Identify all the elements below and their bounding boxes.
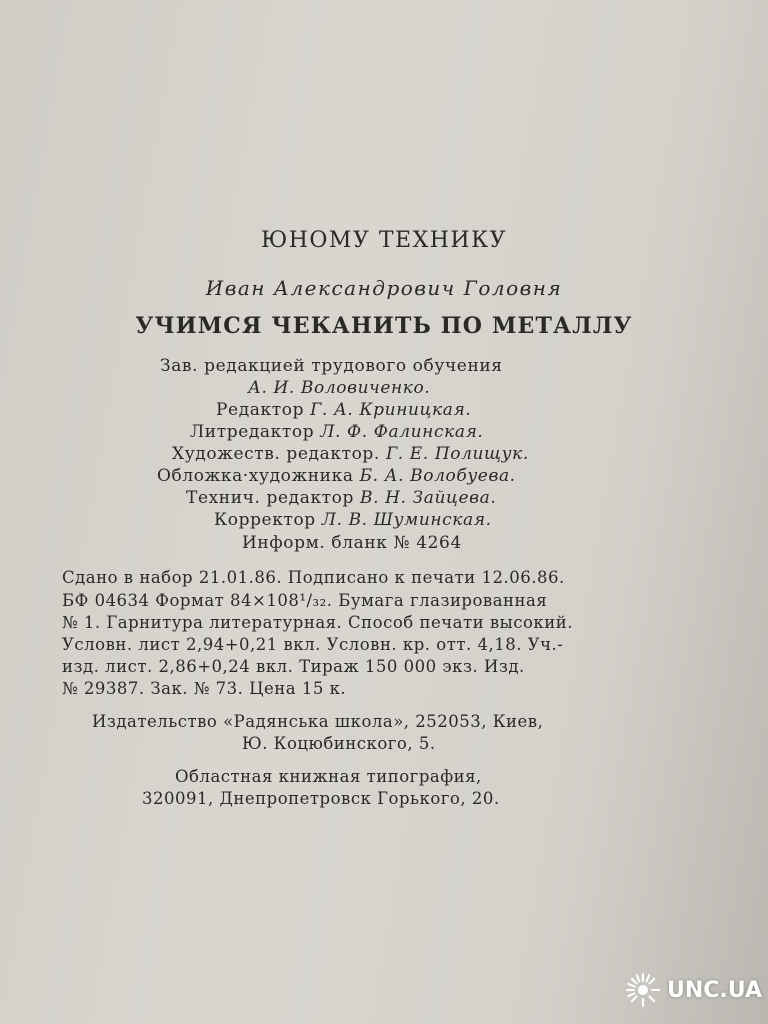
imprint-line-2: БФ 04634 Формат 84×108¹/₃₂. Бумага глазированная	[62, 591, 548, 610]
imprint-line-1: Сдано в набор 21.01.86. Подписано к печати 12.06.86.	[62, 568, 565, 587]
credit-tech-name: В. Н. Зайцева.	[360, 488, 497, 508]
credit-proofreader	[214, 510, 492, 530]
imprint-line-6: № 29387. Зак. № 73. Цена 15 к.	[62, 679, 347, 698]
imprint-line-4: Условн. лист 2,94+0,21 вкл. Условн. кр. отт. 4,18. Уч.-	[62, 635, 564, 654]
credit-editor-label: Редактор	[216, 400, 305, 420]
sunburst-logo-icon	[623, 970, 663, 1010]
watermark	[623, 970, 762, 1010]
inform-blank: Информ. бланк № 4264	[242, 533, 462, 553]
credit-tech-label: Технич. редактор	[186, 488, 354, 508]
credit-tech-editor	[186, 488, 496, 508]
printer-line-2: 320091, Днепропетровск Горького, 20.	[142, 789, 500, 808]
imprint-line-3: № 1. Гарнитура литературная. Способ печати высокий.	[62, 613, 573, 632]
printer-line-1: Областная книжная типография,	[175, 767, 482, 786]
book-title: УЧИМСЯ ЧЕКАНИТЬ ПО МЕТАЛЛУ	[135, 313, 633, 339]
publisher-line-1: Издательство «Радянська школа», 252053, Киев,	[92, 712, 544, 731]
credit-editor-name: Г. А. Криницкая.	[310, 400, 472, 420]
credit-dept-name: А. И. Воловиченко.	[248, 378, 431, 398]
credit-cover-name: Б. А. Волобуева.	[359, 466, 516, 486]
credit-lit-editor	[190, 422, 483, 442]
credit-cover-label: Обложка·художника	[157, 466, 354, 486]
credit-dept-label: Зав. редакцией трудового обучения	[160, 356, 503, 376]
credit-editor	[216, 400, 471, 420]
imprint-line-5: изд. лист. 2,86+0,24 вкл. Тираж 150 000 экз. Изд.	[62, 657, 525, 676]
credit-art-label: Художеств. редактор.	[172, 444, 380, 464]
credit-art-name: Г. Е. Полищук.	[385, 444, 529, 464]
credit-lit-name: Л. Ф. Фалинская.	[320, 422, 484, 442]
watermark-text: UNC.UA	[667, 977, 762, 1003]
credit-proof-name: Л. В. Шуминская.	[321, 510, 492, 530]
credit-cover	[157, 466, 516, 486]
publisher-line-2: Ю. Коцюбинского, 5.	[242, 734, 436, 753]
series-title: ЮНОМУ ТЕХНИКУ	[260, 228, 508, 253]
credit-proof-label: Корректор	[214, 510, 316, 530]
author-name: Иван Александрович Головня	[205, 276, 563, 300]
credit-art-editor	[172, 444, 529, 464]
credit-lit-label: Литредактор	[190, 422, 315, 442]
